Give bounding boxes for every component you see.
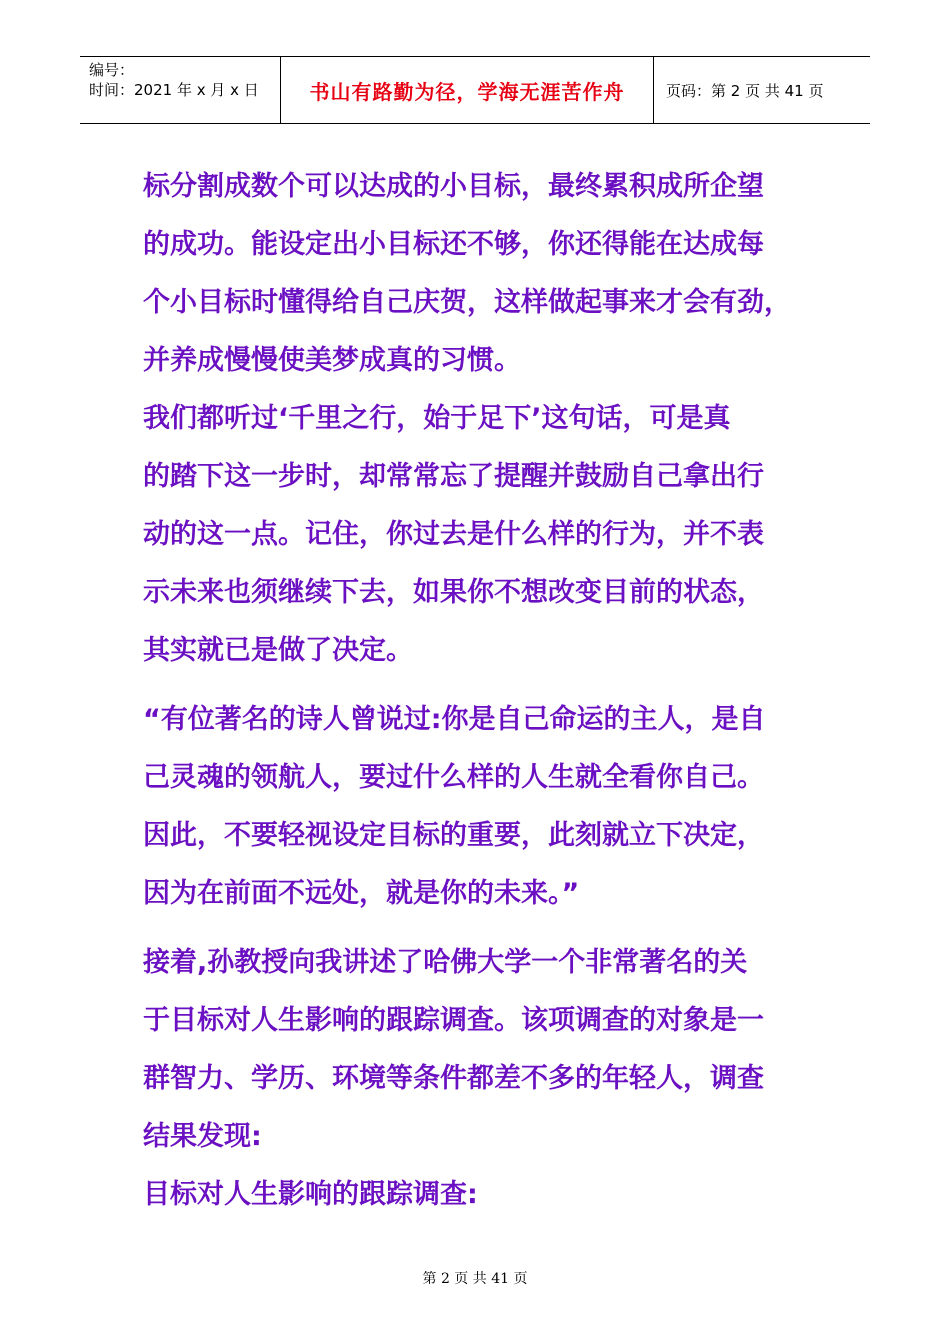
text-line: 于目标对人生影响的跟踪调查。该项调查的对象是一 — [143, 1005, 764, 1036]
header-motto: 书山有路勤为径，学海无涯苦作舟 — [281, 57, 654, 123]
text-line: 目标对人生影响的跟踪调查: — [143, 1179, 478, 1210]
paragraph-4 — [143, 934, 843, 1166]
text-line: 个小目标时懂得给自己庆贺，这样做起事来才会有劲， — [143, 287, 791, 318]
text-line: 示未来也须继续下去，如果你不想改变目前的状态， — [143, 577, 764, 608]
page-footer: 第 2 页 共 41 页 — [422, 1271, 528, 1287]
text-line: 因为在前面不远处，就是你的未来。” — [143, 878, 580, 909]
paragraph-1 — [143, 158, 843, 390]
time-label: 时间：2021 年 x 月 x 日 — [89, 81, 259, 99]
text-line: 因此，不要轻视设定目标的重要，此刻就立下决定， — [143, 820, 764, 851]
text-line: 的踏下这一步时，却常常忘了提醒并鼓励自己拿出行 — [143, 461, 764, 492]
header-page-info: 页码：第 2 页 共 41 页 — [666, 81, 824, 100]
text-line: “有位著名的诗人曾说过:你是自己命运的主人，是自 — [143, 704, 766, 735]
text-line: 群智力、学历、环境等条件都差不多的年轻人，调查 — [143, 1063, 764, 1094]
text-line: 接着,孙教授向我讲述了哈佛大学一个非常著名的关 — [143, 947, 748, 978]
number-label: 编号： — [89, 61, 135, 79]
document-body — [143, 158, 843, 1224]
text-line: 动的这一点。记住，你过去是什么样的行为，并不表 — [143, 519, 764, 550]
header-meta — [80, 57, 281, 123]
text-line: 并养成慢慢使美梦成真的习惯。 — [143, 345, 521, 376]
paragraph-5 — [143, 1166, 843, 1224]
paragraph-3 — [143, 691, 843, 923]
text-line: 其实就已是做了决定。 — [143, 635, 413, 666]
text-line: 己灵魂的领航人，要过什么样的人生就全看你自己。 — [143, 762, 764, 793]
text-line: 我们都听过‘千里之行，始于足下’这句话，可是真 — [143, 403, 731, 434]
paragraph-2 — [143, 390, 843, 680]
text-line: 的成功。能设定出小目标还不够，你还得能在达成每 — [143, 229, 764, 260]
page-header — [80, 56, 870, 124]
text-line: 结果发现: — [143, 1121, 262, 1152]
text-line: 标分割成数个可以达成的小目标，最终累积成所企望 — [143, 171, 764, 202]
